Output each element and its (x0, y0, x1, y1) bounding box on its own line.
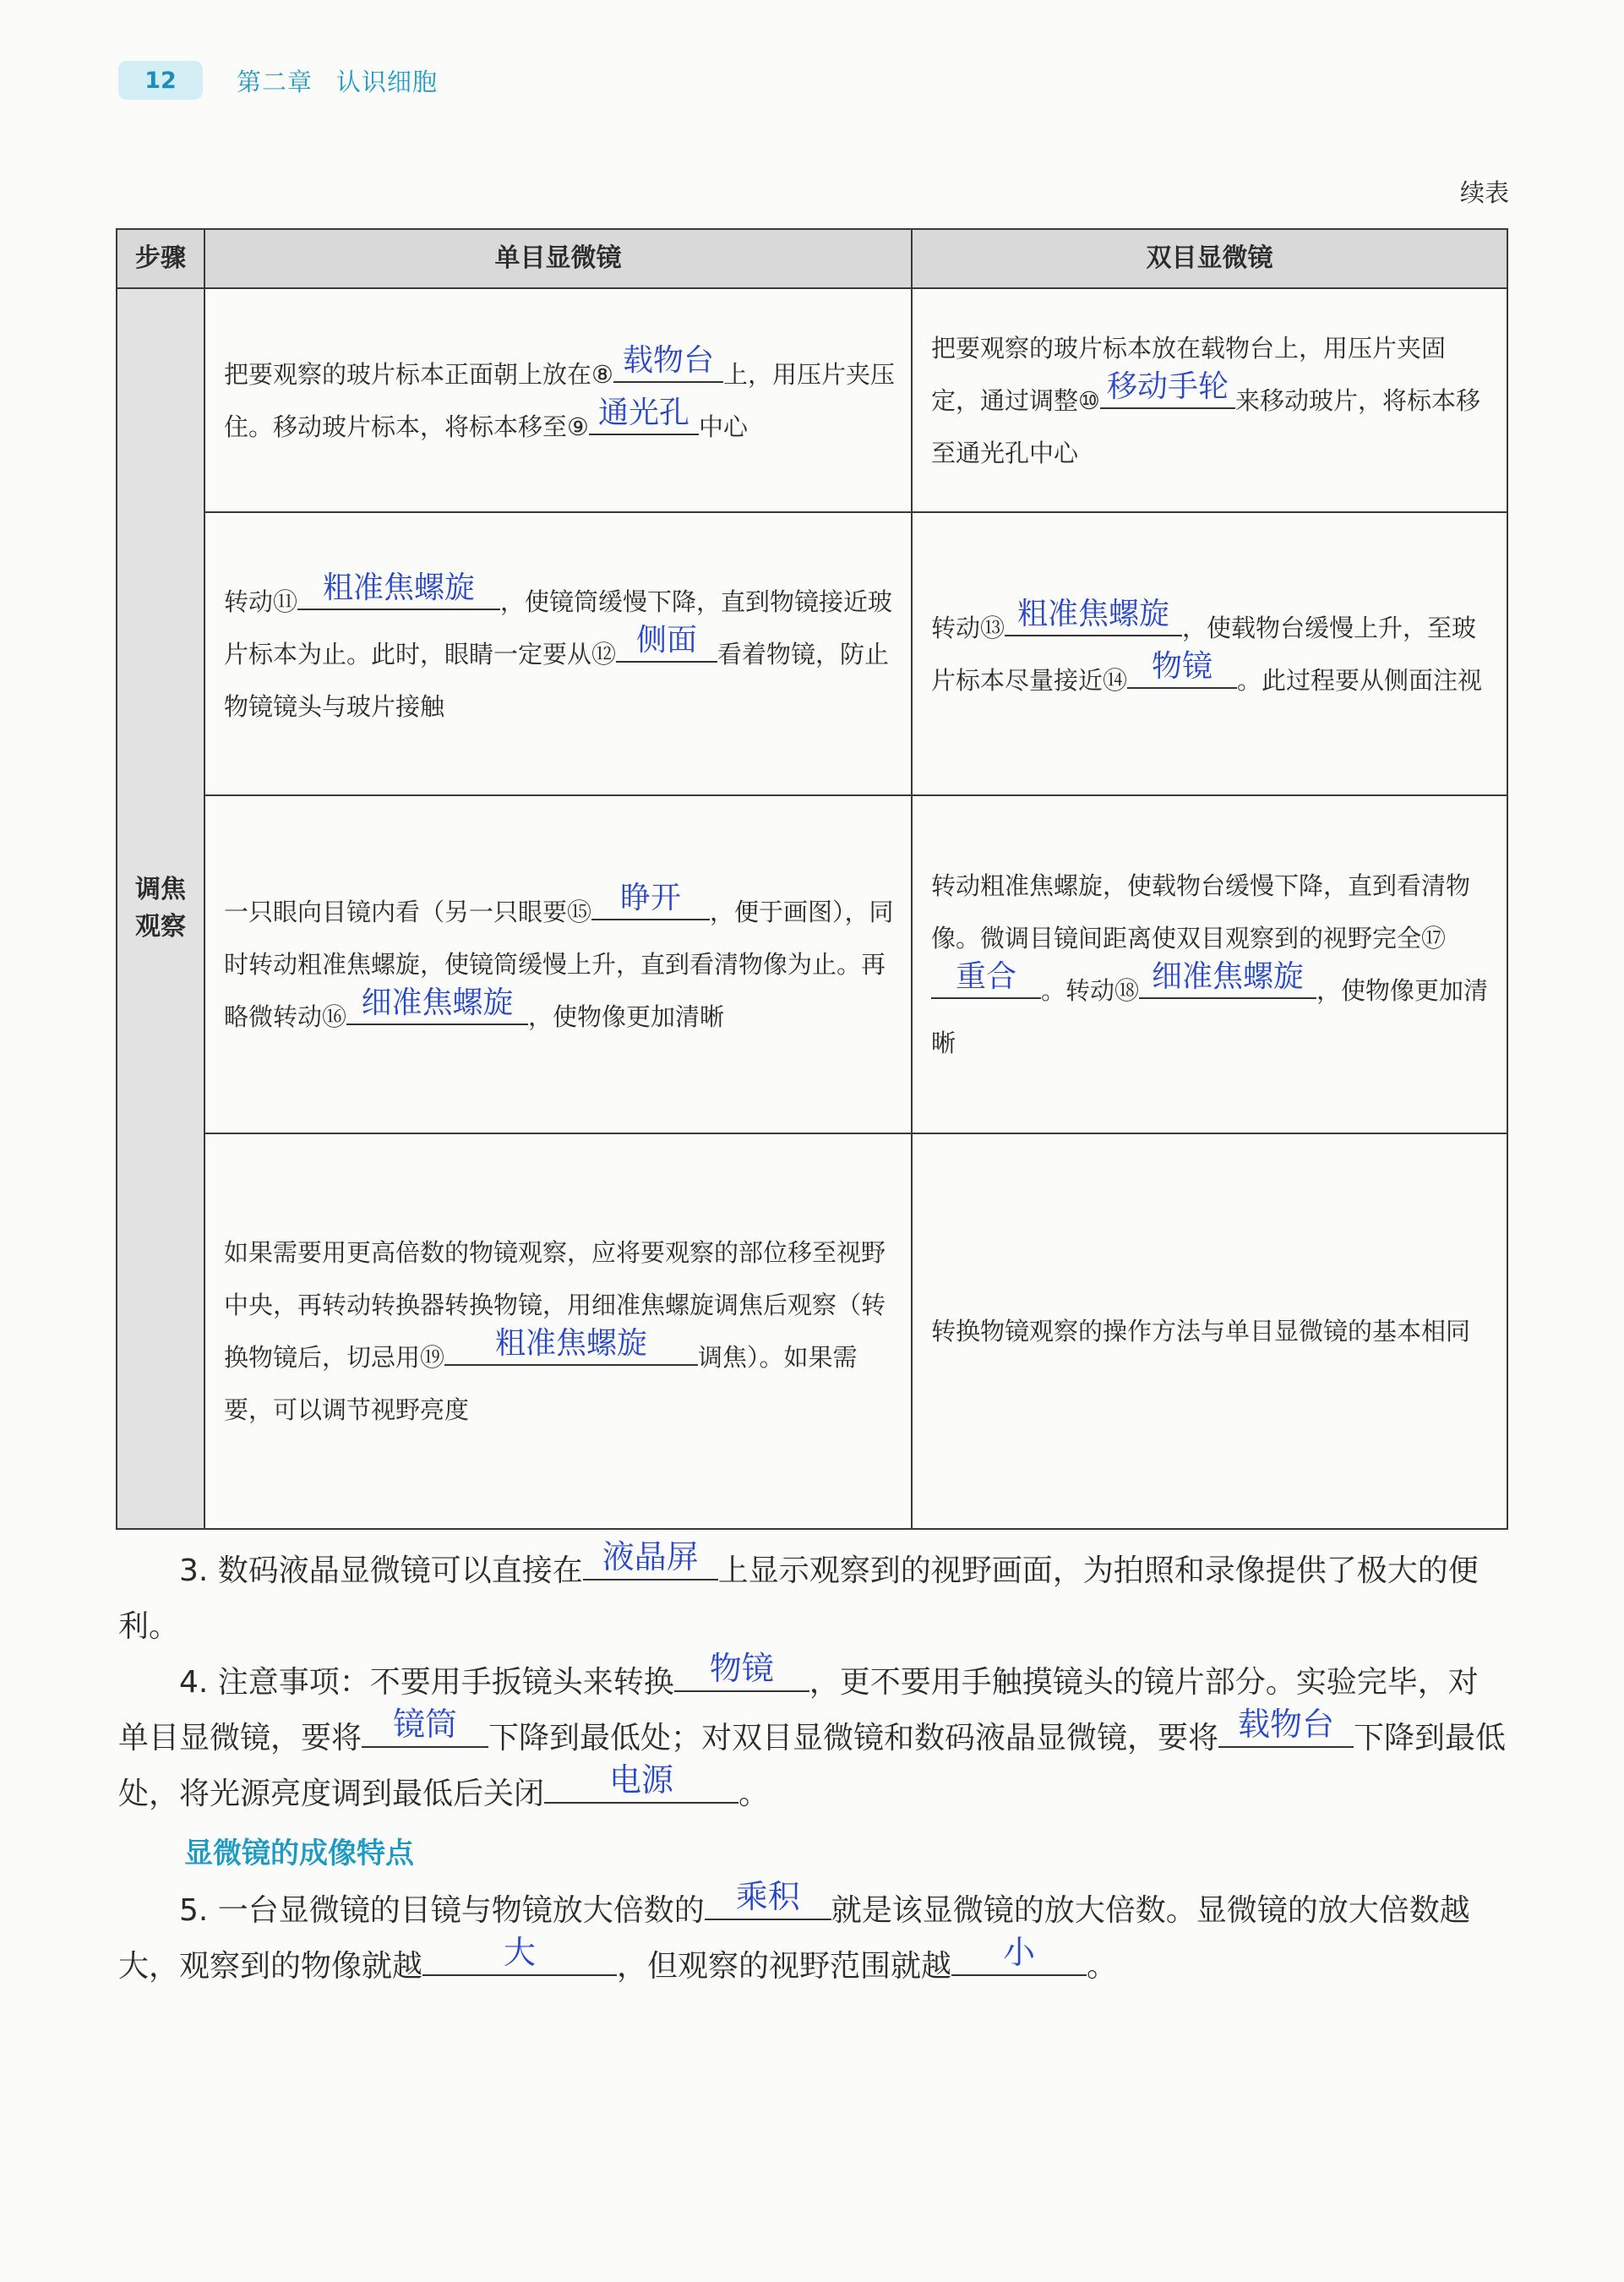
header-binocular: 双目显微镜 (912, 229, 1507, 288)
answer-blank-13 (1005, 596, 1182, 636)
mono-cell-4 (204, 1133, 912, 1529)
answer-blank-17 (931, 959, 1041, 999)
text-segment: 4. 注意事项：不要用手扳镜头来转换 (179, 1665, 674, 1700)
text-segment: 。 (1087, 1949, 1118, 1984)
page-header (118, 59, 438, 101)
answer-9: 通光孔 (597, 395, 689, 430)
text-segment: 转动⑬ (931, 613, 1005, 642)
page-number: 12 (118, 61, 203, 100)
bino-cell-2 (912, 512, 1507, 795)
text-segment: 看着物镜，防止物镜镜头与玻片接触 (224, 639, 890, 721)
step-label-cell (117, 288, 204, 1529)
text-segment: 如果需要用更高倍数的物镜观察，应将要观察的部位移至视野中央，再转动转换器转换物镜，用细准焦螺旋调焦后观察（转换物镜后，切忌用⑲ (224, 1238, 886, 1372)
text-segment: 把要观察的玻片标本放在载物台上，用压片夹固定，通过调整⑩ (931, 333, 1447, 415)
answer-p4-1: 物镜 (709, 1650, 774, 1687)
text-segment: 上，用压片夹压住。移动玻片标本，将标本移至⑨ (224, 359, 896, 441)
text-segment: 一只眼向目镜内看（另一只眼要⑮ (224, 898, 592, 926)
answer-blank-9 (589, 395, 699, 435)
answer-blank-p3 (583, 1538, 718, 1580)
answer-p4-3: 载物台 (1238, 1706, 1335, 1743)
answer-blank-8 (613, 342, 723, 383)
table-row (117, 795, 1507, 1133)
section-title: 显微镜的成像特点 (184, 1837, 414, 1870)
text-segment: ，使物像更加清晰 (931, 976, 1489, 1057)
mono-cell-3 (204, 795, 912, 1133)
header-monocular: 单目显微镜 (204, 229, 912, 288)
answer-blank-18 (1139, 959, 1316, 999)
text-segment: 把要观察的玻片标本正面朝上放在⑧ (224, 359, 613, 389)
text-segment: 转动⑪ (224, 587, 298, 616)
text-segment: 。 (738, 1777, 770, 1811)
step-label-line1: 调焦 (135, 875, 186, 904)
text-segment: ，使物像更加清晰 (528, 1002, 725, 1031)
text-segment: 下降到最低处；对双目显微镜和数码液晶显微镜，要将 (488, 1721, 1219, 1755)
answer-15: 睁开 (620, 881, 682, 915)
text-segment: ，便于画图），同时转动粗准焦螺旋，使镜筒缓慢上升，直到看清物像为止。再略微转动⑯ (224, 898, 894, 1031)
answer-blank-p5-2 (422, 1934, 617, 1976)
table-row (117, 288, 1507, 512)
answer-18: 细准焦螺旋 (1152, 959, 1305, 994)
text-segment: 中心 (699, 412, 749, 441)
answer-blank-p4-3 (1218, 1706, 1354, 1748)
answer-p5-1: 乘积 (735, 1878, 800, 1915)
answer-blank-10 (1100, 369, 1235, 409)
table-header-row (117, 229, 1507, 288)
text-segment: 下降到最低处，将光源亮度调到最低后关闭 (118, 1721, 1507, 1811)
mono-cell-2 (204, 512, 912, 795)
text-segment: 来移动玻片，将标本移至通光孔中心 (931, 385, 1481, 467)
text-segment: ，但观察的视野范围就越 (617, 1949, 952, 1984)
answer-19: 粗准焦螺旋 (495, 1326, 648, 1361)
answer-blank-16 (346, 985, 528, 1025)
answer-8: 载物台 (622, 342, 714, 378)
bino-cell-1 (912, 288, 1507, 512)
table-row (117, 512, 1507, 795)
text-segment: 转换物镜观察的操作方法与单目显微镜的基本相同 (931, 1317, 1471, 1346)
mono-cell-1 (204, 288, 912, 512)
text-segment: 5. 一台显微镜的目镜与物镜放大倍数的 (179, 1893, 705, 1928)
answer-p4-2: 镜筒 (393, 1706, 458, 1743)
chapter-heading (237, 63, 438, 98)
answer-12: 侧面 (636, 622, 698, 658)
text-segment: ，使镜筒缓慢下降，直到物镜接近玻片标本为止。此时，眼睛一定要从⑫ (224, 587, 893, 669)
text-segment: 3. 数码液晶显微镜可以直接在 (179, 1553, 583, 1588)
answer-p5-2: 大 (504, 1934, 537, 1971)
answer-11: 粗准焦螺旋 (323, 570, 476, 605)
text-segment: 。转动⑱ (1041, 976, 1140, 1005)
answer-blank-p4-2 (362, 1706, 488, 1748)
text-segment: 调焦）。如果需要，可以调节视野亮度 (224, 1343, 858, 1424)
text-segment: 转动粗准焦螺旋，使载物台缓慢下降，直到看清物像。微调目镜间距离使双目观察到的视野完全⑰ (931, 871, 1471, 953)
text-segment: ，更不要用手触摸镜头的镜片部分。实验完毕，对单目显微镜，要将 (118, 1665, 1479, 1755)
paragraph-5 (118, 1878, 1508, 1995)
answer-p3: 液晶屏 (602, 1538, 699, 1575)
answer-p5-3: 小 (1003, 1934, 1036, 1971)
chapter-title: 认识细胞 (336, 67, 439, 96)
text-segment: 就是该显微镜的放大倍数。显微镜的放大倍数越大，观察到的物像就越 (118, 1893, 1470, 1984)
step-label-line2: 观察 (135, 912, 186, 942)
text-segment: 上显示观察到的视野画面，为拍照和录像提供了极大的便利。 (118, 1553, 1479, 1644)
answer-blank-p4-4 (544, 1761, 738, 1804)
chapter-number: 第二章 (237, 67, 313, 96)
answer-14: 物镜 (1152, 648, 1213, 684)
paragraph-3 (118, 1538, 1508, 1655)
continued-table-label: 续表 (1459, 178, 1509, 207)
table-row (117, 1133, 1507, 1529)
answer-blank-p4-1 (674, 1650, 809, 1692)
answer-p4-4: 电源 (609, 1761, 674, 1799)
header-step: 步骤 (117, 229, 204, 288)
answer-10: 移动手轮 (1106, 369, 1229, 404)
text-segment: 。此过程要从侧面注视 (1237, 665, 1483, 695)
procedure-table (116, 228, 1508, 1530)
paragraph-4 (118, 1650, 1508, 1822)
answer-blank-11 (297, 570, 500, 610)
answer-blank-12 (616, 622, 717, 663)
bino-cell-4 (912, 1133, 1507, 1529)
answer-blank-15 (591, 881, 710, 920)
answer-16: 细准焦螺旋 (361, 985, 514, 1020)
answer-13: 粗准焦螺旋 (1017, 596, 1170, 631)
answer-17: 重合 (955, 959, 1016, 994)
answer-blank-19 (444, 1326, 698, 1366)
answer-blank-p5-1 (705, 1878, 831, 1920)
answer-blank-p5-3 (951, 1934, 1087, 1976)
answer-blank-14 (1127, 648, 1237, 689)
text-segment: ，使载物台缓慢上升，至玻片标本尽量接近⑭ (931, 613, 1477, 695)
bino-cell-3 (912, 795, 1507, 1133)
